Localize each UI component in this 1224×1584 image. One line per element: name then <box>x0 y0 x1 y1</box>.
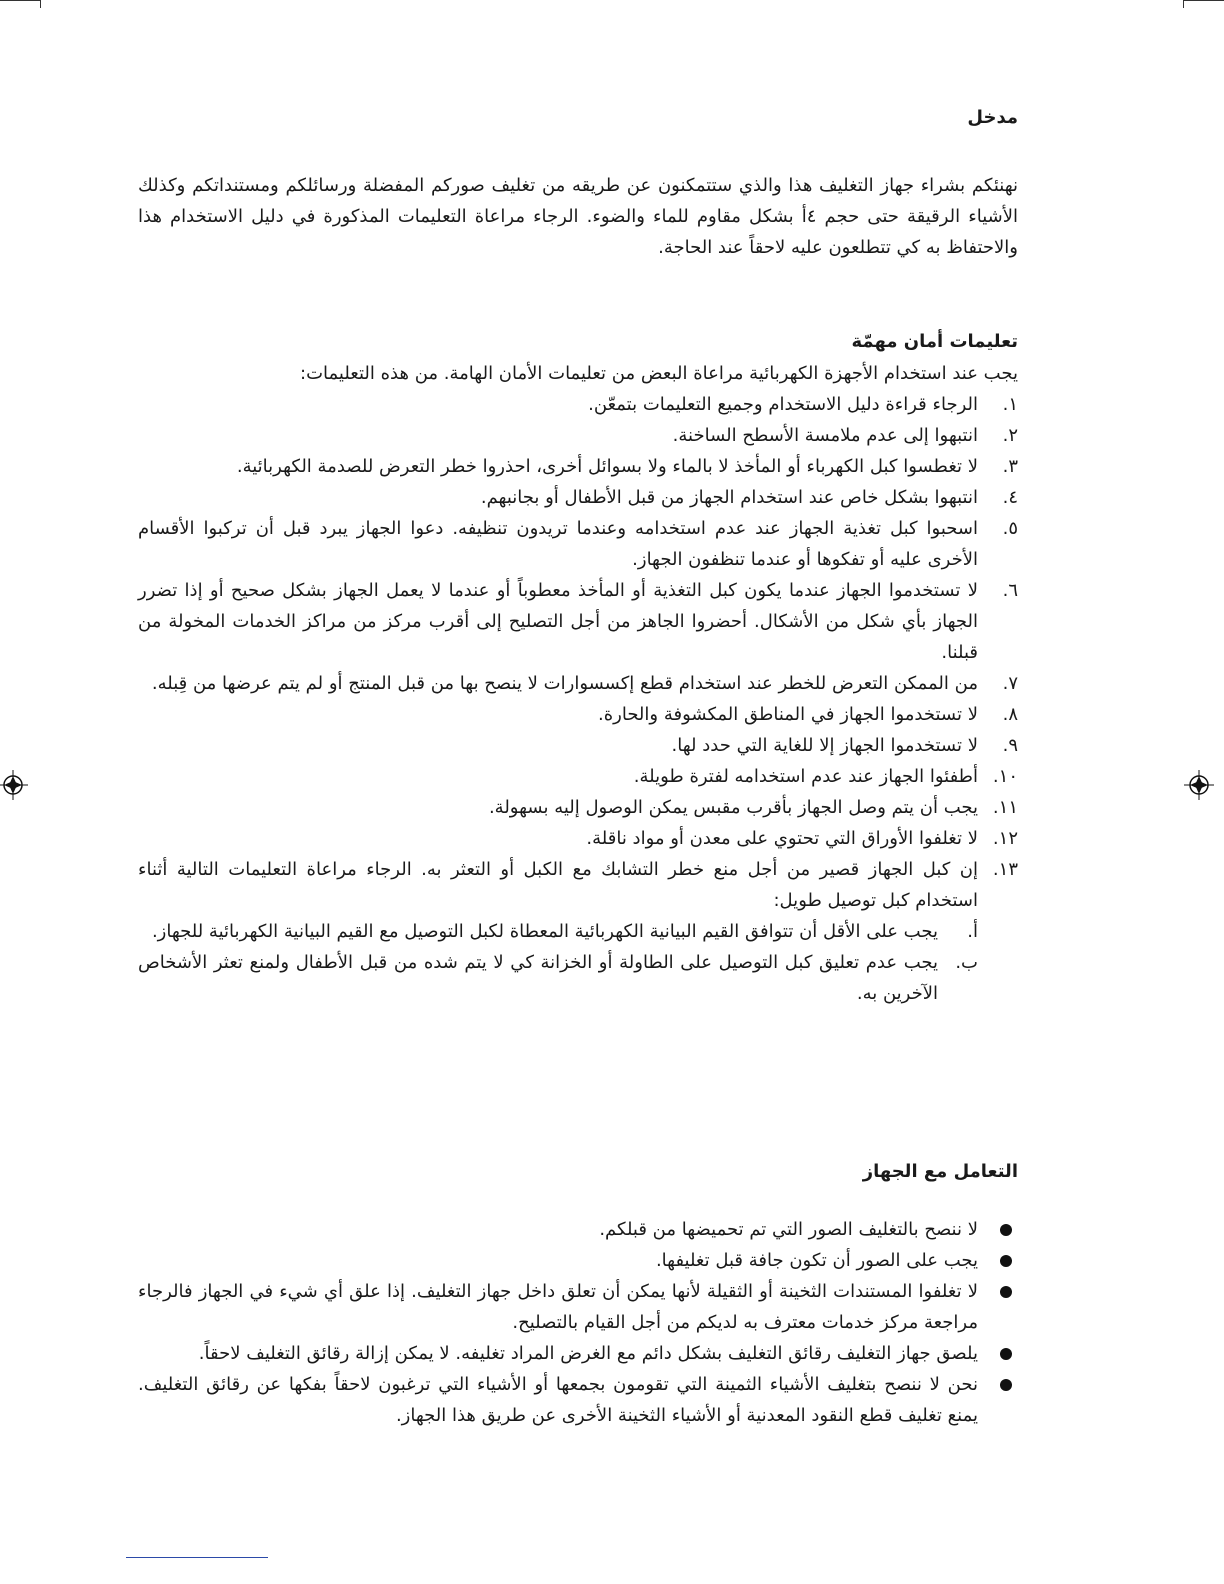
list-item <box>138 792 1018 823</box>
registration-mark-icon <box>1184 770 1214 800</box>
intro-paragraph: نهنئكم بشراء جهاز التغليف هذا والذي ستتمكنون عن طريقه من تغليف صوركم المفضلة ورسائلكم ومستنداتكم وكذلك الأشياء الرقيقة حتى حجم ٤أ بشكل مقاوم للماء والضوء. الرجاء مراعاة التعليمات المذكورة في دليل الاستخدام هذا والاحتفاظ به كي تتطلعون عليه لاحقاً عند الحاجة. <box>138 175 1018 258</box>
bullet-text: لا تغلفوا المستندات الثخينة أو الثقيلة لأنها يمكن أن تعلق داخل جهاز التغليف. إذا علق أي شيء في الجهاز فالرجاء مراجعة مركز خدمات معترف به لديكم من أجل القيام بالتصليح. <box>138 1281 978 1333</box>
item-text: لا تستخدموا الجهاز عندما يكون كبل التغذية أو المأخذ معطوباً أو عندما لا يعمل الجهاز بشكل صحيح أو إذا تضرر الجهاز بأي شكل من الأشكال. أحضروا الجاهز من أجل التصليح إلى أقرب مركز من مراكز الخدمات المخولة من قبلنا. <box>138 580 978 663</box>
item-text: انتبهوا بشكل خاص عند استخدام الجهاز من قبل الأطفال أو بجانبهم. <box>480 487 978 508</box>
intro-section <box>138 106 1018 130</box>
sub-item-text: يجب عدم تعليق كبل التوصيل على الطاولة أو الخزانة كي لا يتم شده من قبل الأطفال ولمنع تعثر الأشخاص الآخرين به. <box>138 952 938 1004</box>
sub-item-text: يجب على الأقل أن تتوافق القيم البيانية الكهربائية المعطاة لكبل التوصيل مع القيم البيانية الكهربائية للجهاز. <box>151 921 938 942</box>
item-text: أطفئوا الجهاز عند عدم استخدامه لفترة طويلة. <box>633 766 978 787</box>
safety-lead: يجب عند استخدام الأجهزة الكهربائية مراعاة البعض من تعليمات الأمان الهامة. من هذه التعليمات: <box>300 363 1018 384</box>
crop-mark-top-right <box>1184 0 1224 1</box>
footnote-rule <box>126 1557 268 1558</box>
item-number: ٤. <box>1002 487 1018 508</box>
item-number: ١٣. <box>992 859 1018 880</box>
sublist-item <box>138 947 1018 1009</box>
handling-list <box>138 1214 1018 1431</box>
safety-sublist <box>138 916 1018 1009</box>
crop-mark-top-right-vertical <box>1183 0 1184 8</box>
bullet-icon <box>1000 1286 1012 1298</box>
item-text: الرجاء قراءة دليل الاستخدام وجميع التعليمات بتمعّن. <box>588 394 978 415</box>
intro-heading: مدخل <box>967 107 1018 128</box>
sublist-item <box>138 916 1018 947</box>
crop-mark-top-left-vertical <box>40 0 41 8</box>
list-item <box>138 730 1018 761</box>
bullet-item <box>138 1214 1018 1245</box>
item-number: ٥. <box>1002 518 1018 539</box>
crop-mark-top-left <box>0 0 40 1</box>
bullet-text: يجب على الصور أن تكون جافة قبل تغليفها. <box>655 1250 978 1271</box>
list-item <box>138 699 1018 730</box>
list-item <box>138 823 1018 854</box>
sub-item-label: أ. <box>967 921 978 942</box>
item-text: لا تستخدموا الجهاز في المناطق المكشوفة والحارة. <box>597 704 978 725</box>
safety-heading: تعليمات أمان مهمّة <box>851 331 1018 352</box>
item-number: ٢. <box>1002 425 1018 446</box>
item-number: ٣. <box>1002 456 1018 477</box>
bullet-item <box>138 1369 1018 1431</box>
list-item <box>138 761 1018 792</box>
list-item <box>138 482 1018 513</box>
list-item <box>138 389 1018 420</box>
item-number: ١٢. <box>992 828 1018 849</box>
item-number: ٦. <box>1002 580 1018 601</box>
item-text: اسحبوا كبل تغذية الجهاز عند عدم استخدامه وعندما تريدون تنظيفه. دعوا الجهاز يبرد قبل أن تركبوا الأقسام الأخرى عليه أو تفكوها أو عندما تنظفون الجهاز. <box>138 518 978 570</box>
bullet-text: لا ننصح بالتغليف الصور التي تم تحميضها من قبلكم. <box>599 1219 978 1240</box>
item-text: يجب أن يتم وصل الجهاز بأقرب مقبس يمكن الوصول إليه بسهولة. <box>488 797 978 818</box>
bullet-text: نحن لا ننصح بتغليف الأشياء الثمينة التي تقومون بجمعها أو الأشياء التي ترغبون لاحقاً بفكها عن رقائق التغليف. يمنع تغليف قطع النقود المعدنية أو الأشياء الثخينة الأخرى عن طريق هذا الجهاز. <box>138 1374 978 1426</box>
item-number: ٧. <box>1002 673 1018 694</box>
item-text: من الممكن التعرض للخطر عند استخدام قطع إكسسوارات لا ينصح بها من قبل المنتج أو لم يتم عرضها من قِبله. <box>151 673 978 694</box>
list-item <box>138 420 1018 451</box>
list-item <box>138 854 1018 916</box>
item-text: لا تغلفوا الأوراق التي تحتوي على معدن أو مواد ناقلة. <box>586 828 978 849</box>
item-number: ١٠. <box>992 766 1018 787</box>
intro-body <box>138 170 1018 263</box>
safety-section <box>138 330 1018 1009</box>
item-number: ٩. <box>1002 735 1018 756</box>
list-item <box>138 575 1018 668</box>
bullet-item <box>138 1245 1018 1276</box>
item-text: إن كبل الجهاز قصير من أجل منع خطر التشابك مع الكبل أو التعثر به. الرجاء مراعاة التعليمات التالية أثناء استخدام كبل توصيل طويل: <box>138 859 978 911</box>
list-item <box>138 668 1018 699</box>
sub-item-label: ب. <box>955 952 978 973</box>
handling-heading: التعامل مع الجهاز <box>862 1161 1018 1182</box>
safety-list <box>138 389 1018 916</box>
item-text: لا تستخدموا الجهاز إلا للغاية التي حدد لها. <box>671 735 978 756</box>
item-text: انتبهوا إلى عدم ملامسة الأسطح الساخنة. <box>672 425 978 446</box>
bullet-icon <box>1000 1379 1012 1391</box>
bullet-icon <box>1000 1224 1012 1236</box>
item-number: ١١. <box>992 797 1018 818</box>
bullet-item <box>138 1276 1018 1338</box>
handling-section <box>138 1160 1018 1431</box>
item-text: لا تغطسوا كبل الكهرباء أو المأخذ لا بالماء ولا بسوائل أخرى، احذروا خطر التعرض للصدمة الكهربائية. <box>236 456 978 477</box>
bullet-text: يلصق جهاز التغليف رقائق التغليف بشكل دائم مع الغرض المراد تغليفه. لا يمكن إزالة رقائق التغليف لاحقاً. <box>198 1343 978 1364</box>
bullet-item <box>138 1338 1018 1369</box>
item-number: ١. <box>1002 394 1018 415</box>
item-number: ٨. <box>1002 704 1018 725</box>
list-item <box>138 451 1018 482</box>
registration-mark-icon <box>0 770 28 800</box>
list-item <box>138 513 1018 575</box>
bullet-icon <box>1000 1255 1012 1267</box>
bullet-icon <box>1000 1348 1012 1360</box>
